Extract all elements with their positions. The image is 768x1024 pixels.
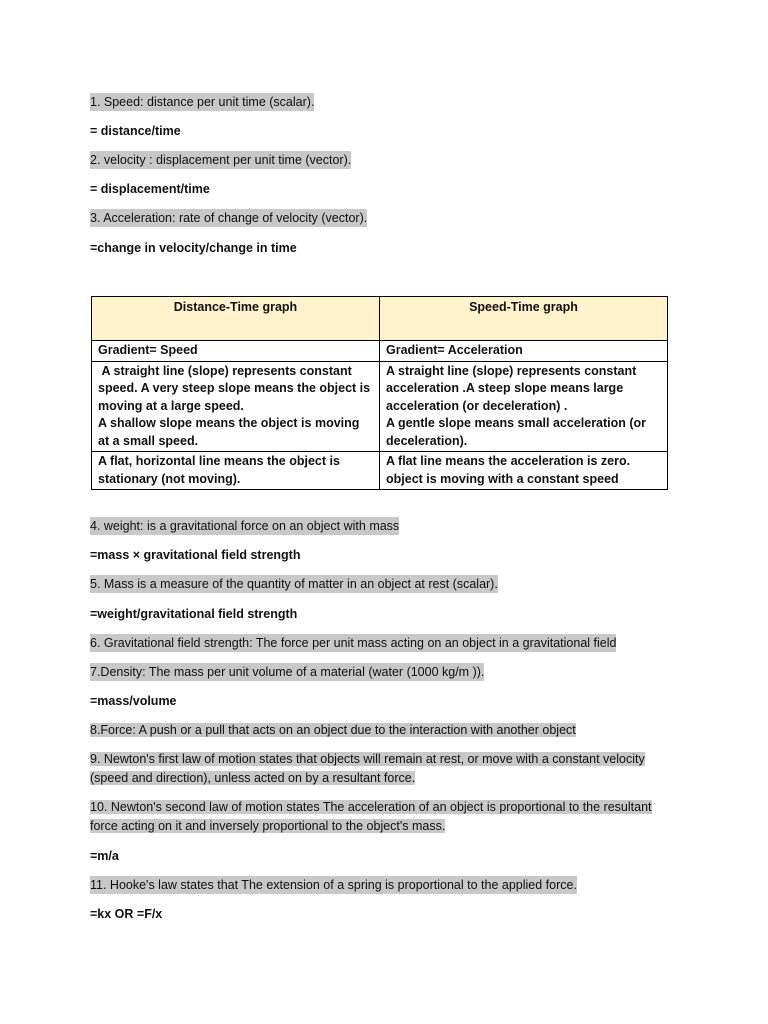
table-row [92,341,668,362]
newtons-second-law-text: 10. Newton's second law of motion states The acceleration of an object is proportional to the resultant force acting on it and inversely proportional to the object's mass. [90,800,652,833]
formula-mass: =weight/gravitational field strength [90,607,298,621]
formula-newton-second: =m/a [90,849,119,863]
cell-gradient-acceleration: Gradient= Acceleration [380,341,668,362]
cell-text: A gentle slope means small acceleration (or deceleration). [386,416,647,448]
header-distance-time: Distance-Time graph [92,297,380,341]
formula-velocity: = displacement/time [90,182,210,196]
definition-density: 7.Density: The mass per unit volume of a material (water (1000 kg/m )). [90,665,485,679]
formula-speed: = distance/time [90,124,181,138]
definition-weight: 4. weight: is a gravitational force on an object with mass [90,519,400,533]
formula-acceleration: =change in velocity/change in time [90,241,297,255]
cell-distance-slope [92,361,380,452]
graphs-comparison-table [91,296,668,490]
definition-acceleration: 3. Acceleration: rate of change of velocity (vector). [90,211,368,225]
cell-speed-slope [380,361,668,452]
definition-force [90,721,576,739]
table-row [92,361,668,452]
cell-text: A shallow slope means the object is moving at a small speed. [98,416,360,448]
table-row [92,452,668,490]
cell-distance-flat: A flat, horizontal line means the object is stationary (not moving). [92,452,380,490]
cell-gradient-speed: Gradient= Speed [92,341,380,362]
definition-gravitational-field-strength: 6. Gravitational field strength: The force per unit mass acting on an object in a gravitational field [90,636,617,650]
definition-mass: 5. Mass is a measure of the quantity of matter in an object at rest (scalar). [90,577,498,591]
header-speed-time: Speed-Time graph [380,297,668,341]
definition-velocity: 2. velocity : displacement per unit time (vector). [90,153,352,167]
formula-weight: =mass × gravitational field strength [90,548,301,562]
newtons-second-law [90,798,670,835]
hookes-law: 11. Hooke's law states that The extension of a spring is proportional to the applied force. [90,878,577,892]
cell-text: A straight line (slope) represents constant speed. A very steep slope means the object is moving at a large speed. [98,363,374,413]
table-header-row [92,297,668,341]
newtons-first-law [90,750,670,787]
force-label: 8.Force [90,723,133,737]
definition-speed: 1. Speed: distance per unit time (scalar). [90,95,315,109]
formula-hooke: =kx OR =F/x [90,907,163,921]
force-text: : A push or a pull that acts on an object due to the interaction with another object [132,723,576,737]
formula-density: =mass/volume [90,694,177,708]
cell-speed-flat: A flat line means the acceleration is zero. object is moving with a constant speed [380,452,668,490]
cell-text: A straight line (slope) represents constant acceleration .A steep slope means large acceleration (or deceleration) . [386,363,637,413]
newtons-first-law-text: 9. Newton's first law of motion states that objects will remain at rest, or move with a constant velocity (speed and direction), unless acted on by a resultant force. [90,752,645,785]
